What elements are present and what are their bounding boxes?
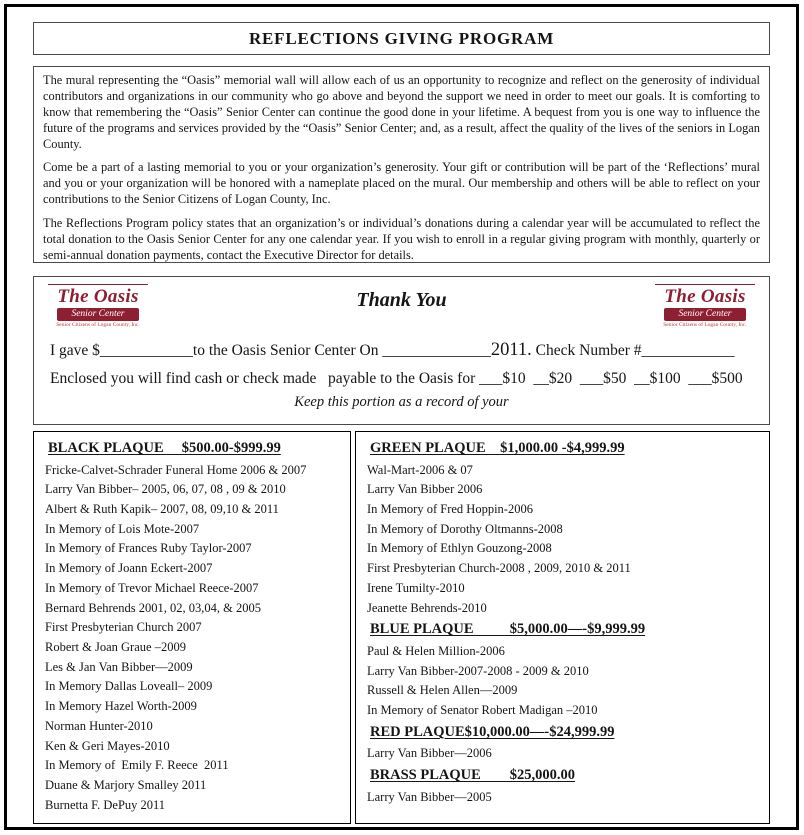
red-plaque-heading: RED PLAQUE$10,000.00—-$24,999.99 (370, 723, 615, 740)
plaque-entry: Burnetta F. DePuy 2011 (45, 797, 166, 812)
plaque-entry: Les & Jan Van Bibber—2009 (45, 659, 193, 674)
intro-paragraph-2: Come be a part of a lasting memorial to you or your organization’s generosity. Your gift or contribution will be part of the ‘Reflections’ mural and you or your organization will be honored with a nameplate placed on the mural. Our membership and others will be able to reflect on your contributions to the Senior Citizens of Logan County, Inc. (43, 160, 760, 207)
brass-plaque-heading: BRASS PLAQUE $25,000.00 (370, 767, 576, 784)
plaque-entry: In Memory of Fred Hoppin-2006 (367, 502, 533, 517)
black-plaque-entries (42, 461, 342, 816)
plaque-entry: Jeanette Behrends-2010 (367, 600, 487, 615)
intro-paragraph-1: The mural representing the “Oasis” memorial wall will allow each of us an opportunity to recognize and reflect on the generosity of individual contributors and organizations in our community who go above and beyond the support we need in order to meet our goals. It is comforting to know that remembering the “Oasis” Senior Center can continue the good done in your lifetime. A bequest from you is one way to influence the future of the programs and services provided by the “Oasis” Senior Center; and, as a result, affect the quality of the lives of the seniors in Logan County. (43, 73, 760, 151)
gave-line-suffix: Check Number #____________ (531, 342, 735, 359)
gave-line-year: 2011. (490, 340, 532, 360)
gave-line-prefix: I gave $____________to the Oasis Senior Center On ______________ (50, 342, 491, 359)
plaque-entry: Duane & Marjory Smalley 2011 (45, 777, 207, 792)
plaque-entry: Larry Van Bibber—2006 (367, 746, 492, 761)
blue-plaque-entries (364, 642, 761, 721)
plaque-entry: Paul & Helen Million-2006 (367, 643, 505, 658)
plaque-entry: In Memory of Lois Mote-2007 (45, 521, 200, 536)
plaque-entry: Albert & Ruth Kapik– 2007, 08, 09,10 & 2011 (45, 502, 279, 517)
oasis-logo-tagline: Senior Citizens of Logan County, Inc. (663, 321, 747, 328)
black-plaque-heading: BLACK PLAQUE $500.00-$999.99 (48, 440, 281, 456)
plaque-entry: In Memory of Ethlyn Gouzong-2008 (367, 541, 552, 556)
plaque-entry: Robert & Joan Graue –2009 (45, 640, 186, 654)
thank-you-section (33, 276, 770, 425)
plaque-entry: In Memory Dallas Loveall– 2009 (45, 679, 213, 694)
plaque-entry: In Memory Hazel Worth-2009 (45, 699, 197, 714)
thank-you-heading: Thank You (356, 289, 447, 311)
brass-plaque-entries (364, 788, 761, 808)
plaque-entry: Fricke-Calvet-Schrader Funeral Home 2006 & 2007 (45, 462, 307, 477)
plaque-entry: First Presbyterian Church 2007 (45, 620, 202, 635)
plaque-entry: In Memory of Senator Robert Madigan –2010 (367, 703, 598, 718)
enclosed-line: Enclosed you will find cash or check made payable to the Oasis for ___$10 __$20 ___$50 __$100 ___$500 (50, 370, 743, 387)
plaque-entry: In Memory of Frances Ruby Taylor-2007 (45, 541, 252, 556)
plaque-entry: Norman Hunter-2010 (45, 718, 153, 733)
oasis-logo-ribbon: Senior Center (57, 308, 139, 321)
plaque-entry: Ken & Geri Mayes-2010 (45, 738, 170, 753)
oasis-logo-wordmark: The Oasis (655, 284, 755, 307)
plaque-entry: Larry Van Bibber-2007-2008 - 2009 & 2010 (367, 663, 589, 678)
green-plaque-heading: GREEN PLAQUE $1,000.00 -$4,999.99 (370, 440, 625, 456)
oasis-logo-right (655, 284, 755, 328)
plaque-entry: Bernard Behrends 2001, 02, 03,04, & 2005 (45, 600, 261, 615)
oasis-logo-left (48, 284, 148, 328)
plaque-entry: In Memory of Trevor Michael Reece-2007 (45, 580, 259, 595)
intro-paragraph-3: The Reflections Program policy states that an organization’s or individual’s donations during a calendar year will be accumulated to reflect the total donation to the Oasis Senior Center for any one calendar year. If you wish to enroll in a regular giving program with monthly, quarterly or semi-annual donation payments, contact the Executive Director for details. (43, 216, 760, 262)
plaque-entry: Larry Van Bibber—2005 (367, 789, 492, 804)
red-plaque-entries (364, 744, 761, 764)
keep-portion-line: Keep this portion as a record of your (294, 394, 509, 410)
oasis-logo-ribbon: Senior Center (664, 308, 746, 321)
plaque-entry: In Memory of Joann Eckert-2007 (45, 561, 213, 576)
plaque-entry: Larry Van Bibber 2006 (367, 482, 483, 497)
plaque-entry: Russell & Helen Allen—2009 (367, 683, 518, 698)
oasis-logo-wordmark: The Oasis (48, 284, 148, 307)
page-title: REFLECTIONS GIVING PROGRAM (248, 29, 555, 48)
gave-line (50, 340, 753, 361)
plaque-entry: Irene Tumilty-2010 (367, 580, 465, 595)
oasis-logo-tagline: Senior Citizens of Logan County, Inc. (56, 321, 140, 328)
intro-section (33, 66, 770, 263)
plaque-entry: In Memory of Emily F. Reece 2011 (45, 758, 229, 773)
plaque-entry: Wal-Mart-2006 & 07 (367, 462, 473, 477)
plaque-entry: Larry Van Bibber– 2005, 06, 07, 08 , 09 & 2010 (45, 482, 286, 497)
document-page (4, 4, 799, 830)
black-plaque-column (33, 431, 351, 824)
blue-plaque-heading: BLUE PLAQUE $5,000.00—-$9,999.99 (370, 621, 646, 638)
plaque-entry: In Memory of Dorothy Oltmanns-2008 (367, 521, 563, 536)
right-plaque-column (355, 431, 770, 824)
program-title-box (33, 22, 770, 55)
green-plaque-entries (364, 461, 761, 619)
plaque-lists-section (33, 431, 770, 824)
plaque-entry: First Presbyterian Church-2008 , 2009, 2010 & 2011 (367, 561, 631, 576)
